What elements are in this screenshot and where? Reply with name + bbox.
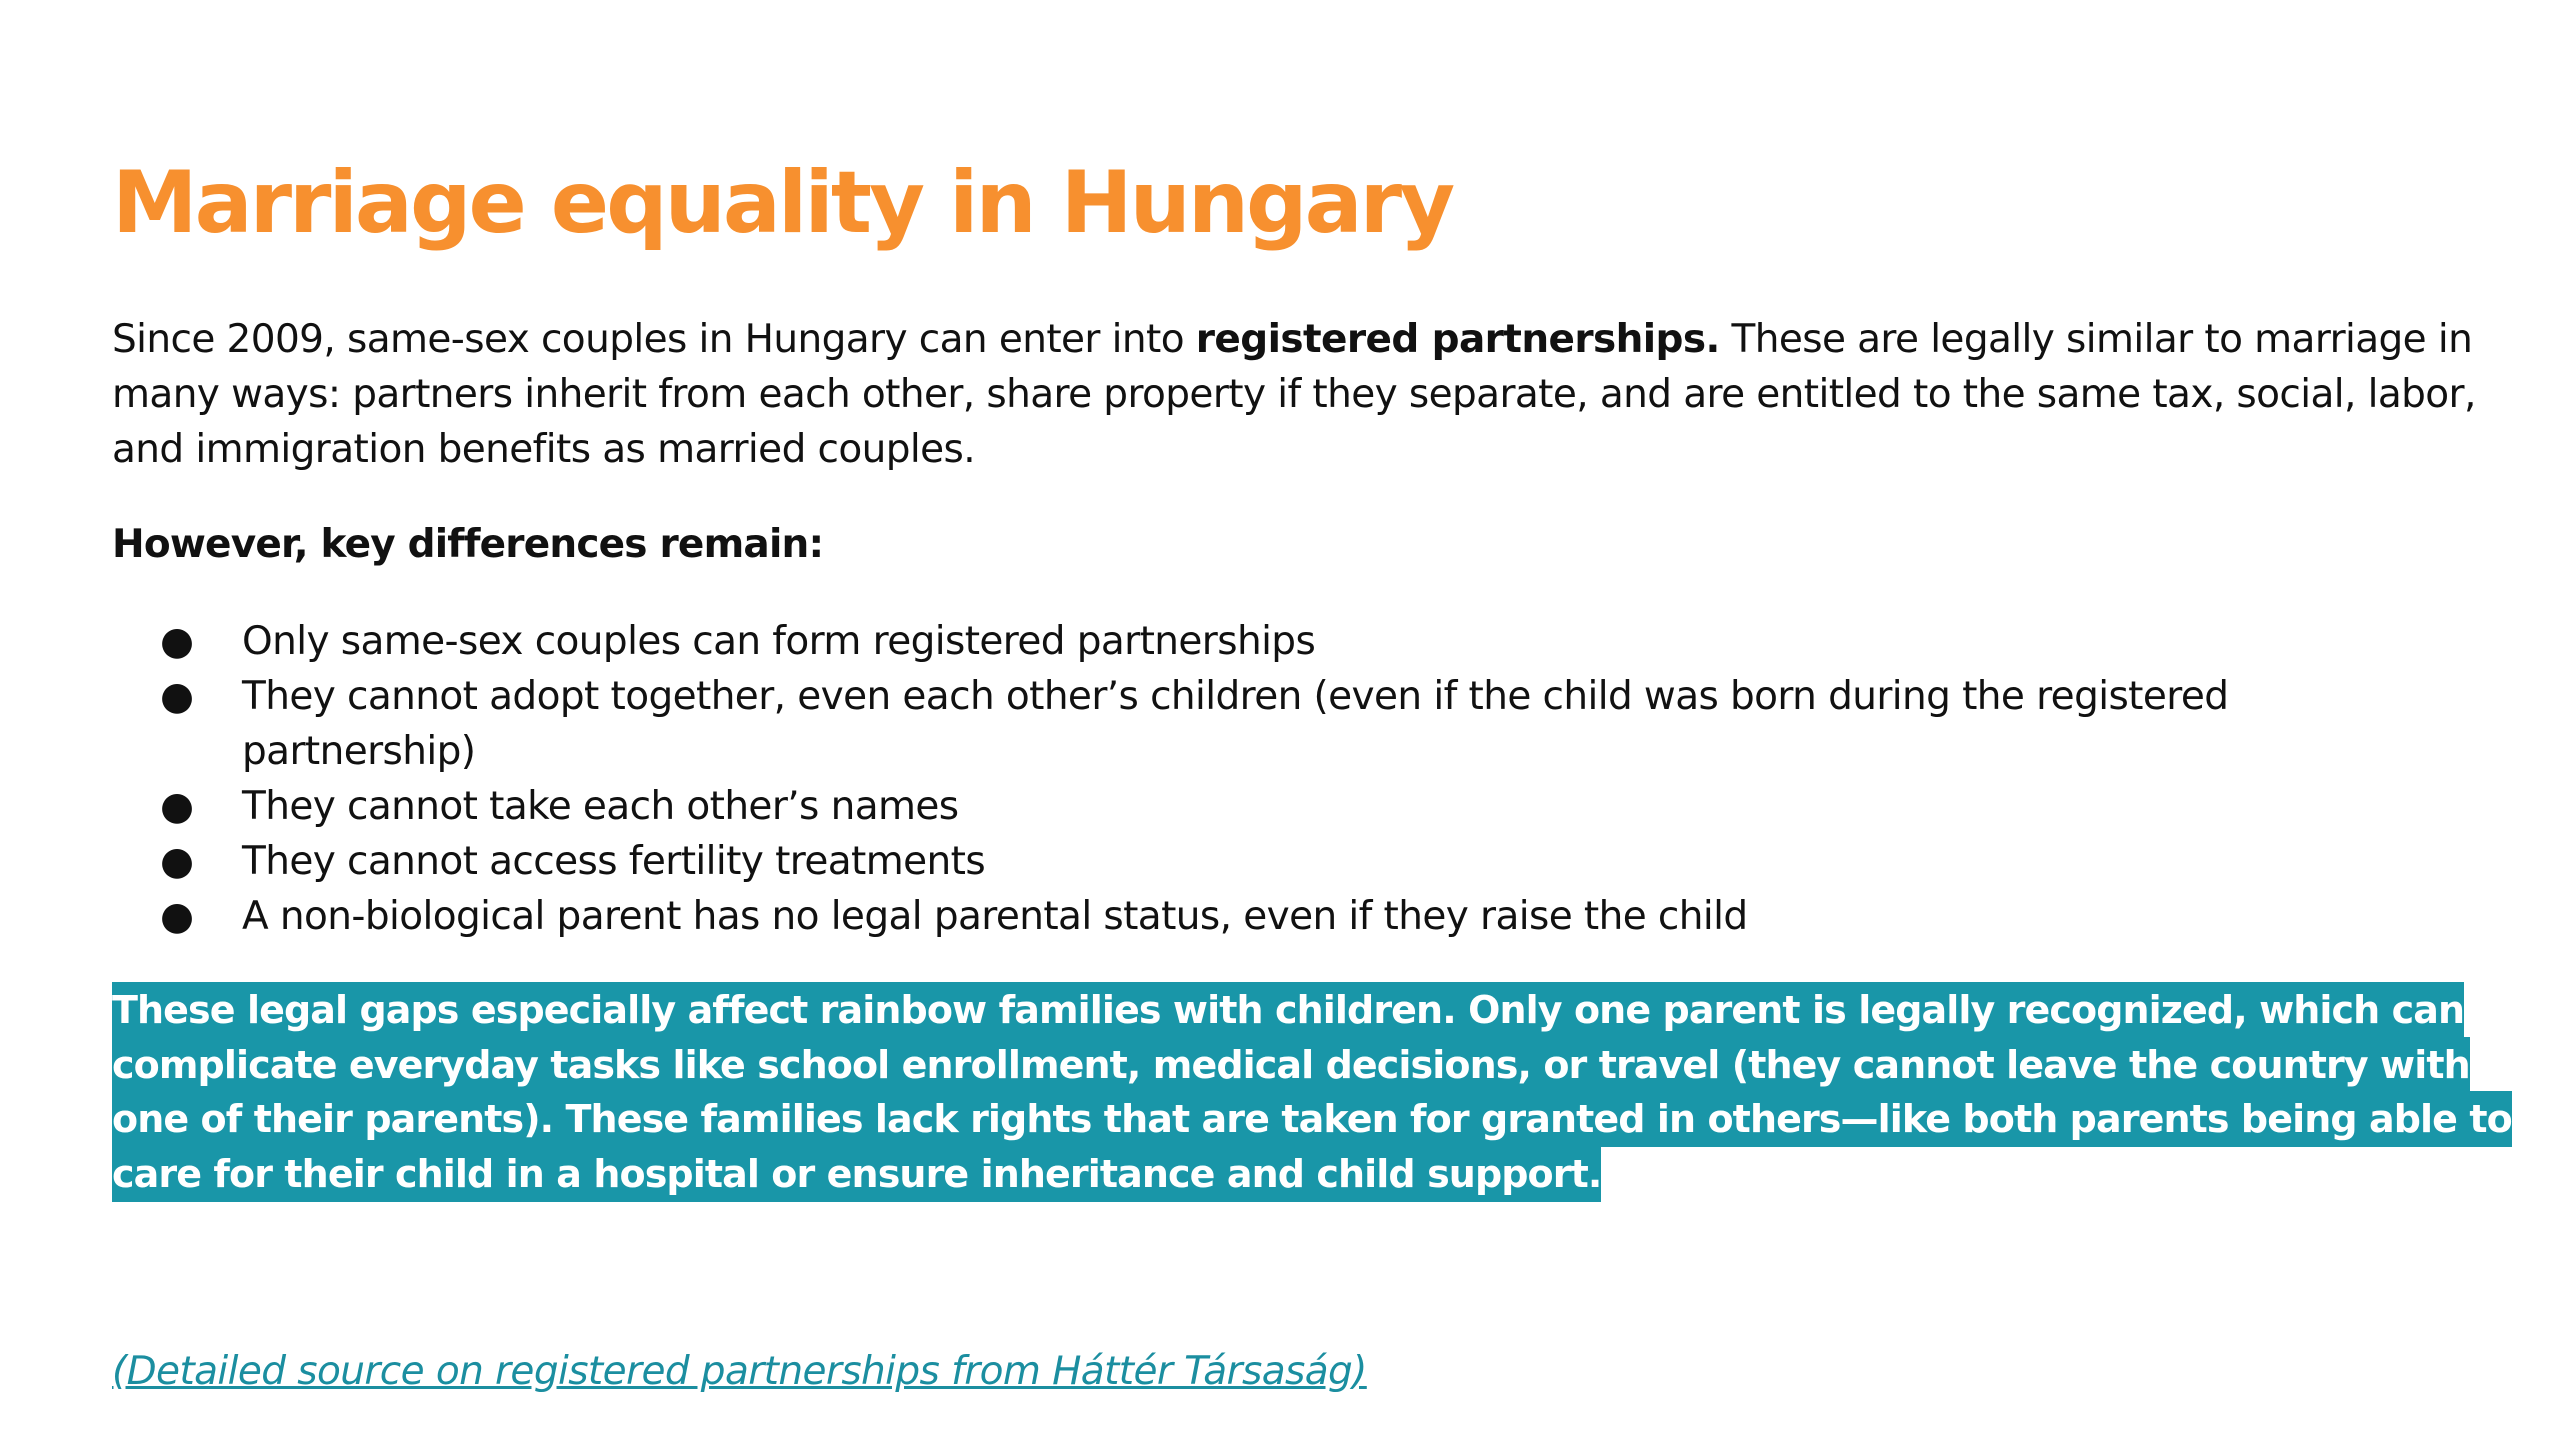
- list-item: [112, 834, 2412, 889]
- list-item-text: They cannot access fertility treatments: [242, 839, 986, 884]
- bullet-icon: ●: [160, 894, 194, 939]
- page-title: Marriage equality in Hungary: [112, 153, 1453, 253]
- list-item-text: They cannot adopt together, even each other’s children (even if the child was born during the registered partnership): [242, 674, 2229, 774]
- differences-list: [112, 614, 2412, 944]
- intro-text-end: These are legally similar to marriage in many ways: partners inherit from each other, share property if they separate, and are entitled to the same tax, social, labor, and immigration benefits as married couples.: [112, 317, 2476, 472]
- bullet-icon: ●: [160, 619, 194, 664]
- list-item: [112, 889, 2412, 944]
- intro-text-start: Since 2009, same-sex couples in Hungary can enter into: [112, 317, 1196, 362]
- list-item: [112, 614, 2412, 669]
- list-item-text: They cannot take each other’s names: [242, 784, 959, 829]
- bullet-icon: ●: [160, 839, 194, 884]
- highlighted-paragraph: [112, 983, 2512, 1201]
- list-item: [112, 779, 2412, 834]
- list-item: [112, 669, 2412, 779]
- bullet-icon: ●: [160, 784, 194, 829]
- intro-paragraph: [112, 312, 2482, 477]
- intro-bold-term: registered partnerships.: [1195, 317, 1720, 362]
- source-link[interactable]: (Detailed source on registered partnerships from Háttér Társaság): [112, 1349, 1367, 1394]
- highlighted-text[interactable]: These legal gaps especially affect rainbow families with children. Only one parent is legally recognized, which can complicate everyday tasks like school enrollment, medical decisions, or travel (they cannot leave the country with one of their parents). These families lack rights that are taken for granted in others—like both parents being able to care for their child in a hospital or ensure inheritance and child support.: [112, 982, 2512, 1202]
- bullet-icon: ●: [160, 674, 194, 719]
- differences-heading: However, key differences remain:: [112, 522, 824, 567]
- list-item-text: A non-biological parent has no legal parental status, even if they raise the child: [242, 894, 1748, 939]
- list-item-text: Only same-sex couples can form registered partnerships: [242, 619, 1316, 664]
